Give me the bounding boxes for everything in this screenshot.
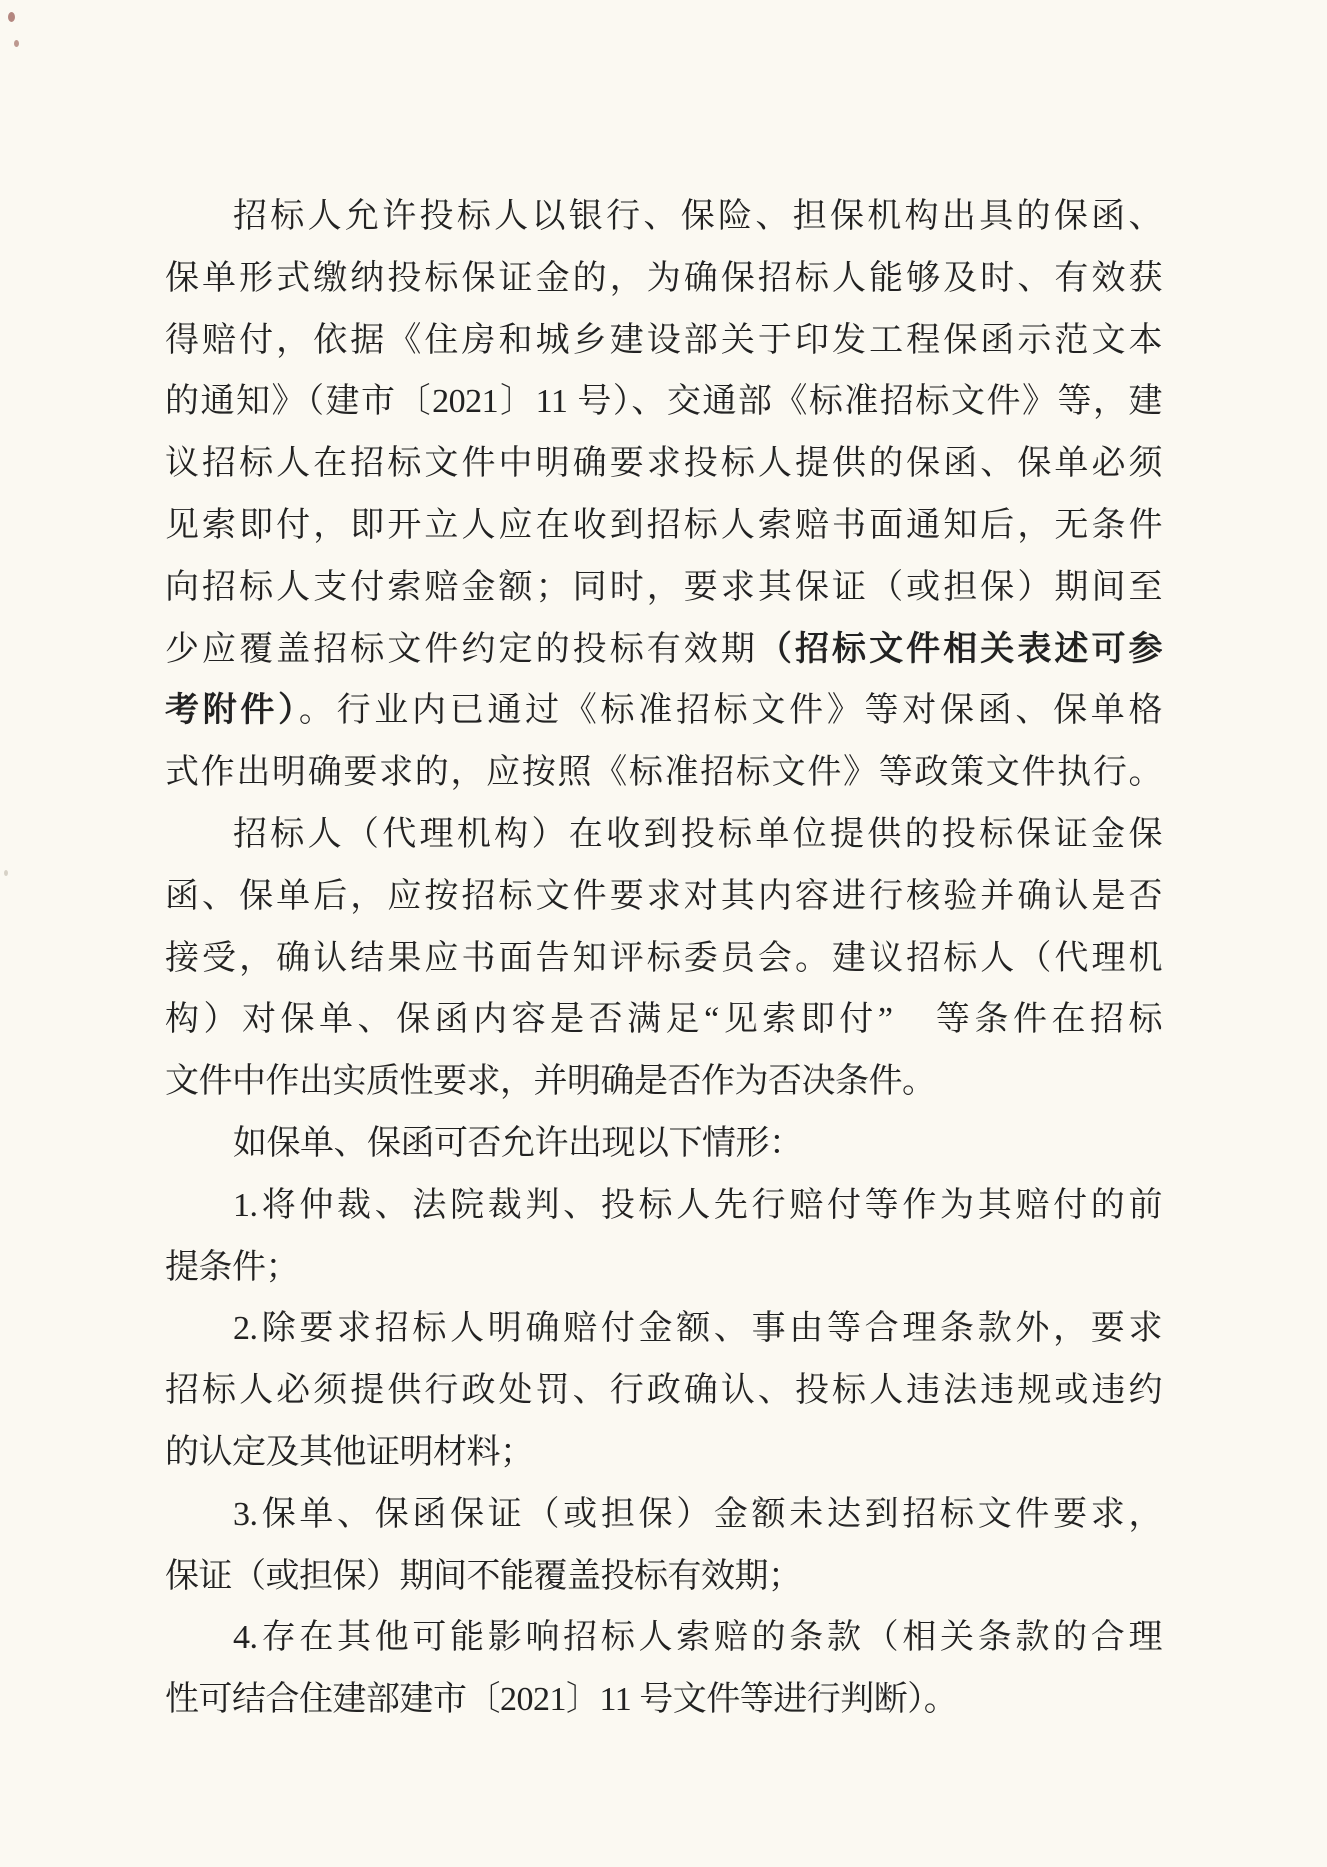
text-line <box>165 1237 1162 1299</box>
body-text: 招标人必须提供行政处罚、行政确认、投标人违法违规或违约 <box>165 1372 1162 1410</box>
text-line <box>165 495 1162 557</box>
text-line <box>165 1607 1162 1669</box>
text-line <box>165 1484 1162 1546</box>
text-line <box>165 1669 1162 1731</box>
body-text: 接受，确认结果应书面告知评标委员会。建议招标人（代理机 <box>165 939 1162 977</box>
body-text: 向招标人支付索赔金额；同时，要求其保证（或担保）期间至 <box>165 568 1162 606</box>
text-line <box>165 1422 1162 1484</box>
body-text: 的通知》（建市〔2021〕11 号）、交通部《标准招标文件》等，建 <box>165 383 1162 421</box>
body-text: 少应覆盖招标文件约定的投标有效期 <box>165 630 758 668</box>
scan-speck <box>14 40 19 47</box>
body-text: 保单形式缴纳投标保证金的，为确保招标人能够及时、有效获 <box>165 259 1162 297</box>
body-text: 招标人（代理机构）在收到投标单位提供的投标保证金保 <box>233 815 1162 853</box>
text-line <box>165 1360 1162 1422</box>
text-line <box>165 1175 1162 1237</box>
text-line <box>165 742 1162 804</box>
bold-text: （招标文件相关表述可参 <box>757 630 1162 668</box>
text-line <box>165 928 1162 990</box>
body-text: 的认定及其他证明材料； <box>165 1433 534 1471</box>
body-text: 提条件； <box>165 1248 299 1286</box>
scan-speck <box>4 870 8 876</box>
text-line <box>165 371 1162 433</box>
bold-text: 考附件） <box>165 692 299 730</box>
text-line <box>165 1113 1162 1175</box>
text-line <box>165 804 1162 866</box>
body-text: 。行业内已通过《标准招标文件》等对保函、保单格 <box>298 692 1163 730</box>
text-line <box>165 186 1162 248</box>
body-text: 函、保单后，应按招标文件要求对其内容进行核验并确认是否 <box>165 877 1162 915</box>
body-text: 式作出明确要求的，应按照《标准招标文件》等政策文件执行。 <box>165 754 1162 792</box>
body-text: 招标人允许投标人以银行、保险、担保机构出具的保函、 <box>233 198 1162 235</box>
text-line <box>165 1298 1162 1360</box>
scan-speck <box>8 12 15 22</box>
text-line <box>165 1051 1162 1113</box>
text-line <box>165 310 1162 372</box>
text-line <box>165 557 1162 619</box>
body-text: 议招标人在招标文件中明确要求投标人提供的保函、保单必须 <box>165 445 1162 483</box>
text-line <box>165 619 1162 681</box>
text-line <box>165 1546 1162 1608</box>
body-text: 2.除要求招标人明确赔付金额、事由等合理条款外，要求 <box>233 1310 1162 1348</box>
body-text: 文件中作出实质性要求，并明确是否作为否决条件。 <box>165 1063 936 1101</box>
body-text: 4.存在其他可能影响招标人索赔的条款（相关条款的合理 <box>233 1619 1162 1657</box>
body-text: 保证（或担保）期间不能覆盖投标有效期； <box>165 1557 802 1595</box>
text-line <box>165 989 1162 1051</box>
text-line <box>165 433 1162 495</box>
text-line <box>165 248 1162 310</box>
body-text: 构）对保单、保函内容是否满足“见索即付” 等条件在招标 <box>165 1001 1162 1039</box>
body-text: 性可结合住建部建市〔2021〕11 号文件等进行判断）。 <box>165 1681 958 1719</box>
body-text: 得赔付，依据《住房和城乡建设部关于印发工程保函示范文本 <box>165 321 1162 359</box>
body-text: 见索即付，即开立人应在收到招标人索赔书面通知后，无条件 <box>165 506 1162 544</box>
body-text: 如保单、保函可否允许出现以下情形： <box>233 1124 803 1162</box>
body-text: 1.将仲裁、法院裁判、投标人先行赔付等作为其赔付的前 <box>233 1186 1162 1224</box>
text-line <box>165 866 1162 928</box>
body-text: 3.保单、保函保证（或担保）金额未达到招标文件要求， <box>233 1495 1162 1533</box>
document-text <box>165 186 1162 1731</box>
text-line <box>165 680 1162 742</box>
